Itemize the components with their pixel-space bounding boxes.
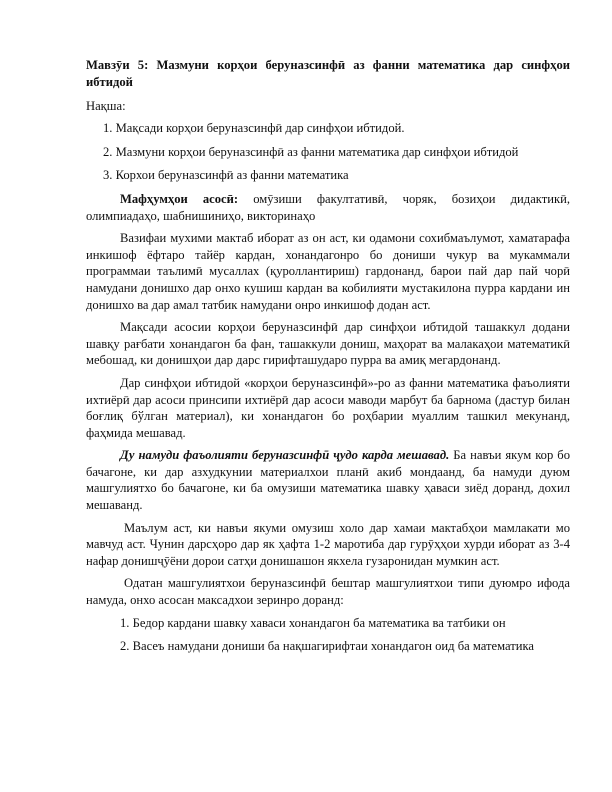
paragraph: Одатан машгулиятхои беруназсинфӣ бештар машгулиятхои типи дуюмро ифода намуда, онхо асосан максадхои зеринро доранд: <box>86 576 570 608</box>
paragraph: Дар синфҳои ибтидой «корҳои беруназсинфӣ»-ро аз фанни математика фаъолияти ихтиёрӣ дар асоси принсипи ихтиёрӣ дар асоси маводи марбут ба барнома (дастур билан боғлиқ бўлган материал), ки хонандагон бо роҳбарии муаллим ташкил мекунанд, фаҳмида мешавад. <box>86 375 570 440</box>
goal-item: 2. Васеъ намудани дониши ба нақшагирифтаи хонандагон оид ба математика <box>120 639 534 654</box>
plan-list <box>86 120 570 184</box>
key-concepts-text: омӯзиши факултативӣ, чоряк, бозиҳои дидактикӣ, олимпиадаҳо, шабнишиниҳо, викторинаҳо <box>86 191 570 223</box>
paragraph-text: Ба навъи якум кор бо бачагоне, ки дар азхудкунии материалхои планӣ акиб мондаанд, ба намуди дуюм машгулиятхо бо бачагоне, ки ба омузиши математика шавку ҳаваси зиёд доранд, дохил мешаванд. <box>86 448 570 513</box>
plan-label: Нақша: <box>86 98 126 113</box>
emphasized-statement: Ду намуди фаъолияти беруназсинфӣ ҷудо карда мешавад. <box>120 448 450 463</box>
plan-item: 2. Мазмуни корҳои беруназсинфӣ аз фанни математика дар синфҳои ибтидой <box>103 144 519 159</box>
paragraph: Вазифаи мухими мактаб иборат аз он аст, ки одамони сохибмаълумот, хаматарафа инкишоф ёфтаро тайёр кардан, хонандагонро бо дониши чукур ва мукаммали программаи таълимӣ мусаллах (қуроллантириш) гардонанд, барои пай дар пай чорӣ намудани донишхо дар онхо кушиш кардан ва кобилияти мустакилона пурра кардани ин донишхо ва дар амал татбик намудани онро инкишоф додан аст. <box>86 231 570 312</box>
paragraph: Маълум аст, ки навъи якуми омузиш холо дар хамаи мактабҳои мамлакати мо мавчуд аст. Чунин дарсҳоро дар як ҳафта 1-2 маротиба дар гурӯҳҳои хурди иборат аз 3-4 нафар донишҷӯёни дорои сатҳи донишашон якхела гузаронидан мумкин аст. <box>86 520 570 568</box>
paragraph: Мақсади асосии корҳои беруназсинфӣ дар синфҳои ибтидой ташаккул додани шавқу рағбати хонандагон ба фан, ташаккули дониш, маҳорат ва малакаҳои математикӣ мебошад, ки донишҳои дар дарс гирифташударо пурра ва амиқ мегардонанд. <box>86 320 570 368</box>
key-concepts-label: Мафҳумҳои асосӣ: <box>120 191 239 206</box>
document-body <box>86 57 570 662</box>
plan-item: 3. Корхои беруназсинфӣ аз фанни математика <box>103 168 349 183</box>
plan-item: 1. Мақсади корҳои беруназсинфӣ дар синфҳои ибтидой. <box>103 121 405 136</box>
goal-item: 1. Бедор кардани шавку хаваси хонандагон ба математика ва татбики он <box>120 615 506 630</box>
goals-list <box>86 615 570 655</box>
key-concepts <box>86 191 570 224</box>
lesson-title: Мавзӯи 5: Мазмуни корҳои беруназсинфӣ аз фанни математика дар синфҳои ибтидой <box>86 58 570 89</box>
paragraph <box>86 447 570 513</box>
